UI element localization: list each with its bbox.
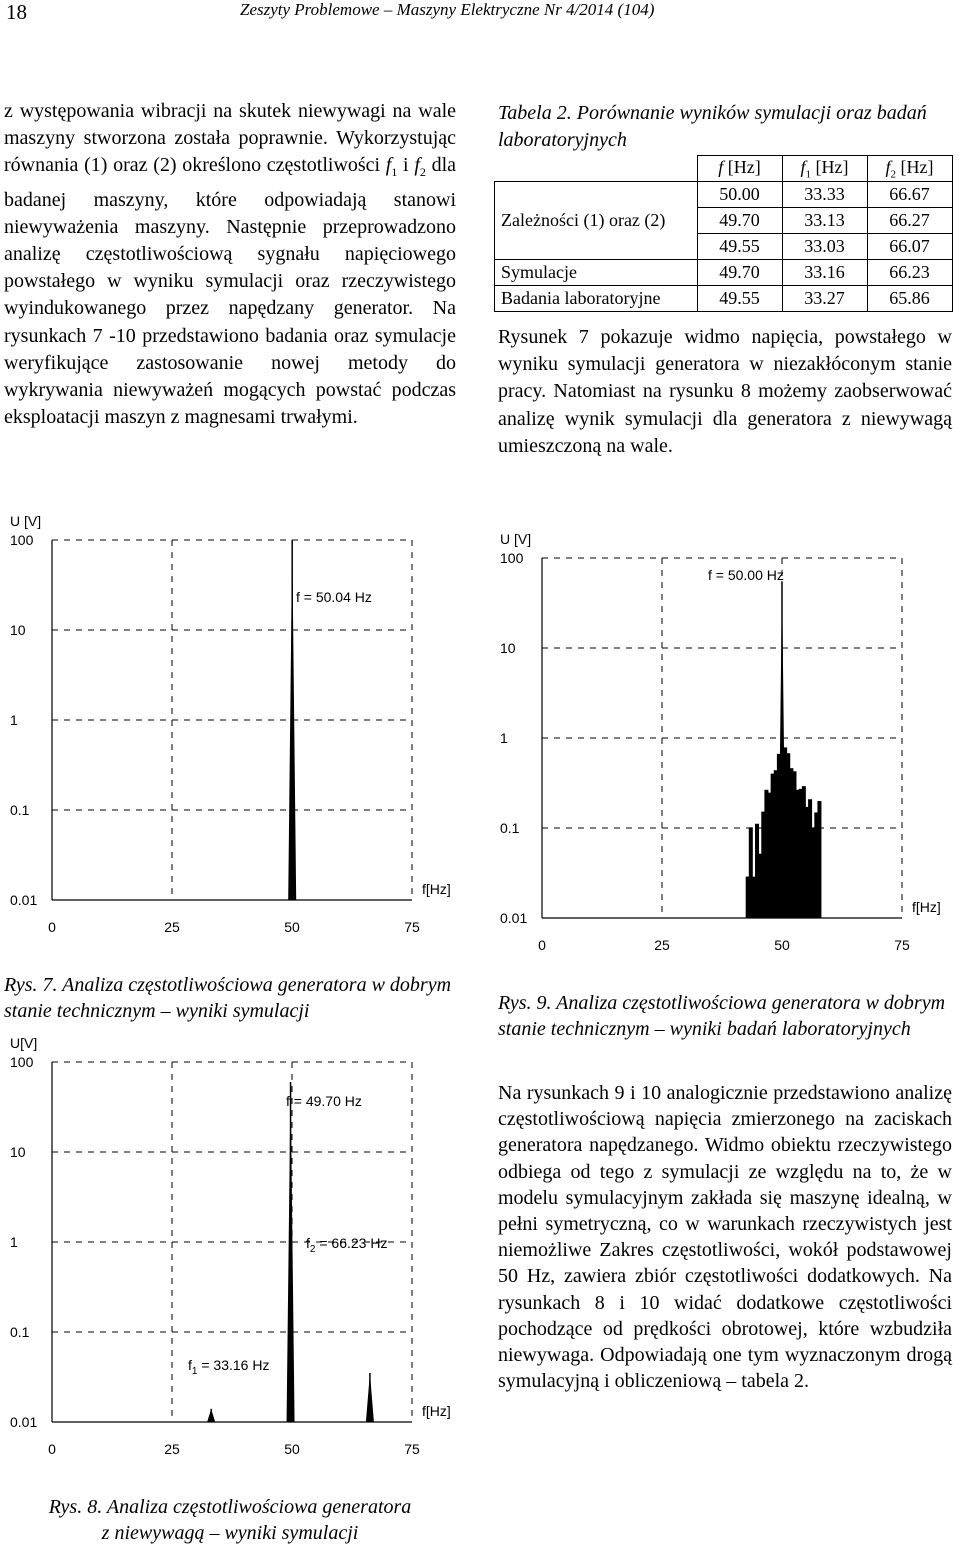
- cell: 66.27: [867, 208, 952, 234]
- y-tick-label: 0.01: [500, 910, 528, 926]
- right-paragraph-2: Na rysunkach 9 i 10 analogicznie przedstawiono analizę częstotliwościową napięcia zmierzonego na zaciskach generatora napędzanego. Widmo obiektu rzeczywistego odbiega od tego z symulacji ze względu na to, że w modelu symulacyjnym zakłada się maszynę idealną, w pełni symetryczną, co w warunkach rzeczywistych jest niemożliwe Zakres częstotliwości, wokół podstawowej 50 Hz, zawiera zbiór częstotliwości dodatkowych. Na rysunkach 8 i 10 widać dodatkowe częstotliwości pochodzące od prędkości obrotowej, które wzbudziła niewywaga. Odpowiadają one tym wyznaczonym drogą symulacyjną i obliczeniową – tabela 2.: [498, 1082, 952, 1393]
- y-tick-label: 10: [10, 622, 26, 638]
- figure-9-caption: Rys. 9. Analiza częstotliwościowa generatora w dobrym stanie technicznym – wyniki badań laboratoryjnych: [498, 992, 946, 1040]
- table-row: [495, 234, 953, 260]
- results-table: [494, 155, 953, 312]
- cell: 66.07: [867, 234, 952, 260]
- fig8-plot: [10, 1035, 451, 1457]
- table-header-f2: $f_2$ [Hz]: [867, 156, 952, 182]
- fig7-plot: [10, 513, 451, 935]
- left-paragraph: z występowania wibracji na skutek niewywagi na wale maszyny stworzona została poprawnie. Wykorzystując równania (1) oraz (2) określono częstotliwości $f_1$ i $f_2$ dla badanej maszyny, które odpowiadają stanowi niewyważenia maszyny. Następnie przeprowadzono analizę częstotliwościową sygnału napięciowego powstałego w wyniku symulacji oraz rzeczywistego wyindukowanego przez napędzany generator. Na rysunkach 7 -10 przedstawiono badania oraz symulacje weryfikujące zastosowanie nowej metody do wykrywania niewyważeń mogących powstać podczas eksploatacji maszyn z magnesami trwałymi.: [4, 100, 456, 429]
- spectrum-sideband: [777, 754, 781, 918]
- cell: 66.23: [867, 260, 952, 286]
- x-axis-label: f[Hz]: [422, 881, 451, 897]
- table-caption: Tabela 2. Porównanie wyników symulacji oraz badań laboratoryjnych: [498, 102, 927, 151]
- table-row: [495, 182, 953, 208]
- x-tick-label: 75: [894, 937, 910, 953]
- y-tick-label: 10: [10, 1144, 26, 1160]
- cell: 33.33: [782, 182, 867, 208]
- table-row: [495, 286, 953, 312]
- figure-7-chart: [0, 510, 470, 938]
- y-tick-label: 0.1: [500, 820, 520, 836]
- table-corner: [495, 156, 698, 182]
- peak-annotation: $f_2 = 66.23$ Hz: [306, 1235, 388, 1255]
- y-tick-label: 100: [500, 550, 524, 566]
- page-number: 18: [6, 0, 27, 24]
- y-tick-label: 1: [10, 1234, 18, 1250]
- cell: 33.13: [782, 208, 867, 234]
- x-tick-label: 75: [404, 1441, 420, 1457]
- cell: 33.27: [782, 286, 867, 312]
- figure-7-caption: Rys. 7. Analiza częstotliwościowa generatora w dobrym stanie technicznym – wyniki symulacji: [4, 974, 452, 1022]
- spectrum-sideband: [817, 801, 821, 918]
- cell: 50.00: [697, 182, 782, 208]
- table-header-f: f [Hz]: [697, 156, 782, 182]
- table-row: [495, 260, 953, 286]
- figure-8-chart: [0, 1032, 470, 1460]
- cell: 49.70: [697, 208, 782, 234]
- y-tick-label: 0.1: [10, 1324, 30, 1340]
- figure-8-caption: Rys. 8. Analiza częstotliwościowa generatora z niewywagą – wyniki symulacji: [48, 1496, 412, 1544]
- peak-annotation: f = 50.04 Hz: [296, 589, 372, 605]
- x-tick-label: 75: [404, 919, 420, 935]
- table-header-row: [495, 156, 953, 182]
- y-axis-label: U [V]: [10, 513, 42, 529]
- x-axis-label: f[Hz]: [912, 899, 941, 915]
- right-paragraph-1: Rysunek 7 pokazuje widmo napięcia, powstałego w wyniku symulacji generatora w niezakłóconym stanie pracy. Natomiast na rysunku 8 możemy zaobserwować analizę wynik symulacji dla generatora z niewywagą umieszczoną na wale.: [498, 326, 952, 457]
- peak-annotation: $f_1 = 33.16$ Hz: [188, 1357, 270, 1377]
- x-tick-label: 25: [654, 937, 670, 953]
- x-tick-label: 0: [48, 919, 56, 935]
- cell: 49.70: [697, 260, 782, 286]
- x-tick-label: 50: [774, 937, 790, 953]
- y-tick-label: 1: [10, 712, 18, 728]
- cell: 49.55: [697, 234, 782, 260]
- y-tick-label: 0.01: [10, 1414, 38, 1430]
- row-label: [495, 234, 698, 260]
- x-tick-label: 50: [284, 1441, 300, 1457]
- journal-title: Zeszyty Problemowe – Maszyny Elektryczne Nr 4/2014 (104): [240, 0, 655, 19]
- y-axis-label: U [V]: [500, 531, 532, 547]
- x-tick-label: 50: [284, 919, 300, 935]
- peak-annotation: f = 49.70 Hz: [286, 1093, 362, 1109]
- cell: 49.55: [697, 286, 782, 312]
- y-axis-label: U[V]: [10, 1035, 38, 1051]
- x-axis-label: f[Hz]: [422, 1403, 451, 1419]
- table-row: [495, 208, 953, 234]
- row-label: [495, 182, 698, 208]
- fig9-plot: [500, 531, 941, 953]
- y-tick-label: 1: [500, 730, 508, 746]
- cell: 65.86: [867, 286, 952, 312]
- x-tick-label: 25: [164, 919, 180, 935]
- row-label: Symulacje: [495, 260, 698, 286]
- y-tick-label: 10: [500, 640, 516, 656]
- cell: 66.67: [867, 182, 952, 208]
- row-label: Badania laboratoryjne: [495, 286, 698, 312]
- row-label: Zależności (1) oraz (2): [495, 208, 698, 234]
- y-tick-label: 0.01: [10, 892, 38, 908]
- table-header-f1: $f_1$ [Hz]: [782, 156, 867, 182]
- figure-9-chart: [490, 528, 960, 956]
- y-tick-label: 0.1: [10, 802, 30, 818]
- x-tick-label: 0: [538, 937, 546, 953]
- x-tick-label: 0: [48, 1441, 56, 1457]
- y-tick-label: 100: [10, 532, 34, 548]
- cell: 33.03: [782, 234, 867, 260]
- peak-annotation: f = 50.00 Hz: [708, 567, 784, 583]
- y-tick-label: 100: [10, 1054, 34, 1070]
- x-tick-label: 25: [164, 1441, 180, 1457]
- cell: 33.16: [782, 260, 867, 286]
